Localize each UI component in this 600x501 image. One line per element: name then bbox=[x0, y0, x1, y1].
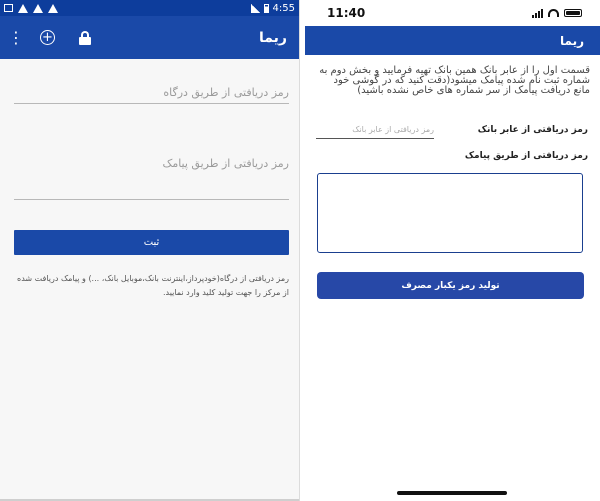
cellular-signal-icon bbox=[532, 9, 543, 18]
instructions-text: قسمت اول را از عابر بانک همین بانک تهیه فرمایید و بخش دوم به شماره ثبت نام شده پیامک میشود(دقت کنید که در گوشی خود مانع دریافت پیامک از سر شماره های خاص نشده باشید) bbox=[319, 65, 590, 96]
android-clock: 4:55 bbox=[272, 2, 295, 14]
android-app-bar bbox=[0, 16, 299, 59]
ios-clock: 11:40 bbox=[327, 6, 366, 20]
ios-status-bar bbox=[305, 0, 600, 26]
warning-icon-2 bbox=[33, 4, 43, 13]
android-status-bar bbox=[0, 0, 299, 16]
sms-code-textarea[interactable] bbox=[317, 173, 583, 253]
app-title: ریما bbox=[560, 33, 584, 48]
battery-icon bbox=[564, 9, 582, 17]
atm-code-input[interactable]: رمز دریافتی از عابر بانک bbox=[316, 125, 434, 139]
warning-icon-3 bbox=[48, 4, 58, 13]
sms-code-label: رمز دریافتی از طریق پیامک bbox=[464, 151, 588, 161]
more-options-icon[interactable]: ⋮ bbox=[8, 28, 24, 47]
submit-button[interactable]: ثبت bbox=[14, 230, 289, 255]
sms-code-input[interactable]: رمز دریافتی از طریق پیامک bbox=[14, 157, 289, 200]
home-indicator[interactable] bbox=[397, 491, 507, 495]
gateway-code-input[interactable]: رمز دریافتی از طریق درگاه bbox=[14, 86, 289, 104]
ios-screen bbox=[305, 0, 600, 501]
mail-icon bbox=[4, 4, 13, 12]
ios-app-bar bbox=[305, 26, 600, 55]
help-text: رمز دریافتی از درگاه(خودپرداز،اینترنت بانک،موبایل بانک، ...) و پیامک دریافت شده از مرکز را جهت تولید کلید وارد نمایید. bbox=[17, 274, 289, 297]
wifi-icon bbox=[548, 9, 559, 17]
warning-icon bbox=[18, 4, 28, 13]
atm-code-label: رمز دریافتی از عابر بانک bbox=[477, 125, 588, 135]
signal-icon bbox=[251, 4, 260, 13]
app-title: ریما bbox=[259, 29, 287, 46]
add-icon[interactable]: + bbox=[40, 30, 55, 45]
lock-icon[interactable] bbox=[79, 31, 91, 45]
generate-otp-button[interactable]: تولید رمز یکبار مصرف bbox=[317, 272, 584, 299]
battery-icon bbox=[264, 4, 269, 13]
